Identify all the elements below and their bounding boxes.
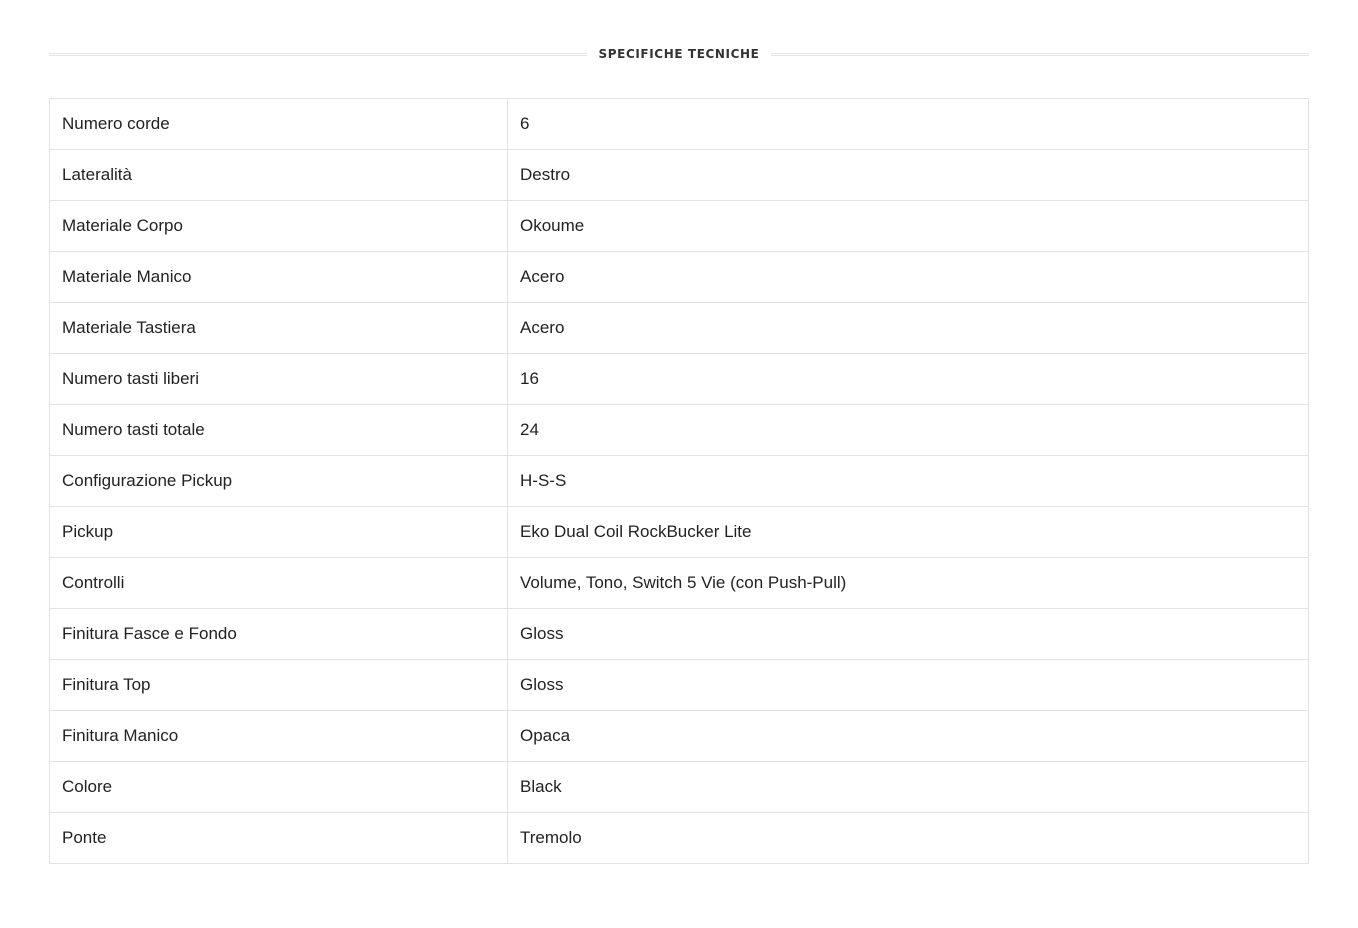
table-row [50, 762, 1309, 813]
spec-value: 6 [508, 99, 1309, 150]
spec-label: Materiale Tastiera [50, 303, 508, 354]
spec-label: Pickup [50, 507, 508, 558]
spec-value: 24 [508, 405, 1309, 456]
spec-label: Numero corde [50, 99, 508, 150]
table-row [50, 558, 1309, 609]
heading-rule-right [771, 53, 1309, 56]
spec-value: 16 [508, 354, 1309, 405]
spec-label: Configurazione Pickup [50, 456, 508, 507]
spec-value: Opaca [508, 711, 1309, 762]
table-row [50, 660, 1309, 711]
spec-label: Numero tasti liberi [50, 354, 508, 405]
spec-value: Black [508, 762, 1309, 813]
table-row [50, 711, 1309, 762]
specs-table [49, 98, 1309, 864]
table-row [50, 99, 1309, 150]
spec-value: Volume, Tono, Switch 5 Vie (con Push-Pull) [508, 558, 1309, 609]
table-row [50, 507, 1309, 558]
table-row [50, 303, 1309, 354]
spec-label: Materiale Corpo [50, 201, 508, 252]
spec-value: Acero [508, 303, 1309, 354]
table-row [50, 405, 1309, 456]
table-row [50, 150, 1309, 201]
spec-label: Finitura Fasce e Fondo [50, 609, 508, 660]
spec-value: Eko Dual Coil RockBucker Lite [508, 507, 1309, 558]
spec-label: Colore [50, 762, 508, 813]
spec-value: Tremolo [508, 813, 1309, 864]
spec-value: H-S-S [508, 456, 1309, 507]
spec-value: Destro [508, 150, 1309, 201]
table-row [50, 456, 1309, 507]
table-row [50, 354, 1309, 405]
spec-value: Gloss [508, 660, 1309, 711]
section-title: SPECIFICHE TECNICHE [598, 47, 760, 61]
section-heading [49, 45, 1309, 63]
spec-value: Gloss [508, 609, 1309, 660]
table-row [50, 813, 1309, 864]
spec-value: Acero [508, 252, 1309, 303]
table-row [50, 201, 1309, 252]
spec-label: Numero tasti totale [50, 405, 508, 456]
spec-label: Lateralità [50, 150, 508, 201]
spec-value: Okoume [508, 201, 1309, 252]
table-row [50, 609, 1309, 660]
heading-rule-left [49, 53, 587, 56]
spec-label: Ponte [50, 813, 508, 864]
table-row [50, 252, 1309, 303]
spec-label: Finitura Top [50, 660, 508, 711]
spec-label: Finitura Manico [50, 711, 508, 762]
spec-label: Controlli [50, 558, 508, 609]
spec-label: Materiale Manico [50, 252, 508, 303]
